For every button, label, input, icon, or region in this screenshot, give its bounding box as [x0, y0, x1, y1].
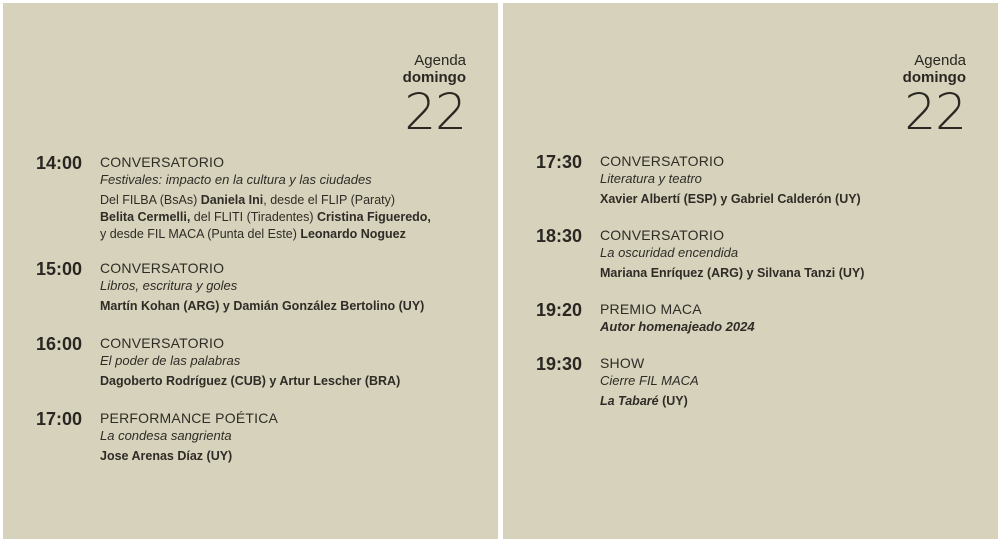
participant-text: Leonardo Noguez [300, 227, 406, 241]
event-type: SHOW [600, 355, 645, 371]
participants-line [100, 373, 470, 390]
day-label: domingo [402, 69, 466, 86]
participant-text: Cristina Figueredo, [317, 210, 431, 224]
date-number: 22 [904, 83, 966, 141]
event-participants [100, 298, 470, 315]
event-time: 19:30 [536, 354, 583, 374]
agenda-header [902, 52, 966, 141]
event-details [600, 226, 970, 282]
event-title: La oscuridad encendida [600, 245, 739, 260]
event-participants [600, 393, 970, 410]
event-participants [100, 448, 470, 465]
event-title: Autor homenajeado 2024 [600, 319, 755, 334]
event-participants [100, 373, 470, 390]
agenda-label: Agenda [914, 52, 966, 69]
event-details [100, 409, 470, 465]
event-title: Literatura y teatro [600, 171, 702, 186]
day-label: domingo [902, 69, 966, 86]
event-participants [100, 192, 470, 243]
event-type: CONVERSATORIO [100, 335, 225, 351]
event-time: 16:00 [36, 334, 83, 354]
participant-text: Xavier Albertí (ESP) y Gabriel Calderón (UY) [600, 192, 861, 206]
event-details [600, 354, 970, 410]
participants-line [600, 393, 970, 410]
event-participants [600, 191, 970, 208]
participant-text: La Tabaré [600, 394, 659, 408]
event-title: La condesa sangrienta [100, 428, 232, 443]
event-details [100, 153, 470, 243]
event-type: PREMIO MACA [600, 301, 702, 317]
event-details [100, 259, 470, 315]
date-number: 22 [404, 83, 466, 141]
participant-text: , desde el FLIP (Paraty) [263, 193, 396, 207]
participants-line [100, 298, 470, 315]
event-title: Libros, escritura y goles [100, 278, 238, 293]
participant-text: (UY) [658, 394, 688, 408]
participants-line [600, 191, 970, 208]
agenda-header [402, 52, 466, 141]
event-type: CONVERSATORIO [100, 260, 225, 276]
event-type: CONVERSATORIO [600, 227, 725, 243]
event-details [600, 300, 970, 336]
event-time: 18:30 [536, 226, 583, 246]
participant-text: Belita Cermelli, [100, 210, 191, 224]
participant-text: Dagoberto Rodríguez (CUB) y Artur Lescher (BRA) [100, 374, 401, 388]
event-time: 15:00 [36, 259, 83, 279]
agenda-panel-left [3, 3, 498, 539]
event-type: PERFORMANCE POÉTICA [100, 410, 279, 426]
participants-line [100, 226, 470, 243]
event-title: Festivales: impacto en la cultura y las ciudades [100, 172, 372, 187]
participant-text: Jose Arenas Díaz (UY) [100, 449, 233, 463]
participant-text: Martín Kohan (ARG) y Damián González Bertolino (UY) [100, 299, 425, 313]
participant-text: del FLITI (Tiradentes) [190, 210, 317, 224]
event-time: 14:00 [36, 153, 83, 173]
participant-text: Mariana Enríquez (ARG) y Silvana Tanzi (UY) [600, 266, 865, 280]
event-type: CONVERSATORIO [600, 153, 725, 169]
event-title: Cierre FIL MACA [600, 373, 699, 388]
event-details [600, 152, 970, 208]
participants-line [100, 448, 470, 465]
agenda-label: Agenda [414, 52, 466, 69]
participants-line [600, 265, 970, 282]
participants-line [100, 209, 470, 226]
event-time: 19:20 [536, 300, 583, 320]
event-title: El poder de las palabras [100, 353, 241, 368]
participants-line [100, 192, 470, 209]
agenda-panel-right [503, 3, 998, 539]
participant-text: Del FILBA (BsAs) [100, 193, 201, 207]
participant-text: y desde FIL MACA (Punta del Este) [100, 227, 301, 241]
event-participants [600, 265, 970, 282]
event-time: 17:00 [36, 409, 83, 429]
event-type: CONVERSATORIO [100, 154, 225, 170]
event-details [100, 334, 470, 390]
participant-text: Daniela Ini [200, 193, 264, 207]
event-time: 17:30 [536, 152, 583, 172]
